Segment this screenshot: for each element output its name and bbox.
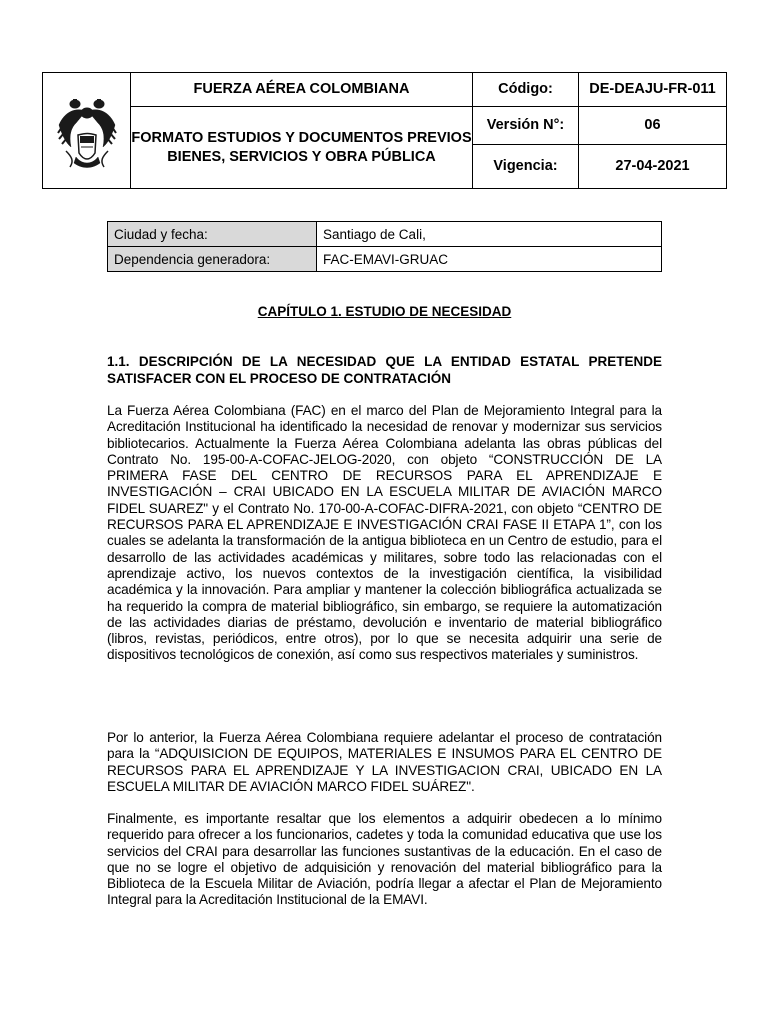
document-header xyxy=(42,72,727,189)
city-label: Ciudad y fecha: xyxy=(108,222,317,247)
dependency-value: FAC-EMAVI-GRUAC xyxy=(317,247,662,272)
city-value: Santiago de Cali, xyxy=(317,222,662,247)
code-value: DE-DEAJU-FR-011 xyxy=(579,73,727,107)
version-label: Versión N°: xyxy=(473,107,579,145)
info-table xyxy=(107,221,662,272)
section-title: 1.1. DESCRIPCIÓN DE LA NECESIDAD QUE LA ENTIDAD ESTATAL PRETENDE SATISFACER CON EL PROCESO DE CONTRATACIÓN xyxy=(107,354,662,386)
coat-of-arms-eagle-icon xyxy=(56,91,118,171)
validity-label: Vigencia: xyxy=(473,145,579,189)
dependency-label: Dependencia generadora: xyxy=(108,247,317,272)
paragraph: Por lo anterior, la Fuerza Aérea Colombiana requiere adelantar el proceso de contratación para la “ADQUISICION DE EQUIPOS, MATERIALES E INSUMOS PARA EL CENTRO DE RECURSOS PARA EL APRENDIZAJE Y LA INVESTIGACION CRAI, UBICADO EN LA ESCUELA MILITAR DE AVIACIÓN MARCO FIDEL SUÁREZ". xyxy=(107,730,662,794)
form-title: FORMATO ESTUDIOS Y DOCUMENTOS PREVIOS BIENES, SERVICIOS Y OBRA PÚBLICA xyxy=(131,107,473,189)
chapter-title: CAPÍTULO 1. ESTUDIO DE NECESIDAD xyxy=(257,304,512,319)
paragraph: Finalmente, es importante resaltar que los elementos a adquirir obedecen a lo mínimo requerido para ofrecer a los funcionarios, cadetes y toda la comunidad educativa que use los servicios del CRAI para desarrollar las funciones sustantivas de la educación. En el caso de que no se logre el objetivo de adquisición y renovación del material bibliográfico para la Biblioteca de la Escuela Militar de Aviación, podría llegar a afectar el Plan de Mejoramiento Integral para la Acreditación Institucional de la EMAVI. xyxy=(107,811,662,908)
organization-name: FUERZA AÉREA COLOMBIANA xyxy=(131,73,473,107)
code-label: Código: xyxy=(473,73,579,107)
version-value: 06 xyxy=(579,107,727,145)
logo-cell xyxy=(43,73,131,189)
validity-value: 27-04-2021 xyxy=(579,145,727,189)
paragraph: La Fuerza Aérea Colombiana (FAC) en el marco del Plan de Mejoramiento Integral para la Acreditación Institucional ha identificado la necesidad de renovar y modernizar sus servicios bibliotecarios. Actualmente la Fuerza Aérea Colombiana adelanta las obras públicas del Contrato No. 195-00-A-COFAC-JELOG-2020, con objeto “CONSTRUCCIÓN DE LA PRIMERA FASE DEL CENTRO DE RECURSOS PARA EL APRENDIZAJE E INVESTIGACIÓN – CRAI UBICADO EN LA ESCUELA MILITAR DE AVIACIÓN MARCO FIDEL SUAREZ" y el Contrato No. 170-00-A-COFAC-DIFRA-2021, con objeto “CENTRO DE RECURSOS PARA EL APRENDIZAJE E INVESTIGACIÓN CRAI FASE II ETAPA 1”, con los cuales se adelanta la transformación de la antigua biblioteca en un Centro de estudio, para el desarrollo de las actividades académicas y militares, sobre todo las relacionadas con el aprendizaje activo, los nuevos contextos de la investigación científica, la visibilidad académica y la innovación. Para ampliar y mantener la colección bibliográfica actualizada se ha requerido la compra de material bibliográfico, sin embargo, se requiere la automatización de las actividades diarias de préstamo, devolución e inventario de material bibliográfico (libros, revistas, periódicos, entre otros), por lo que se necesita adquirir una serie de dispositivos tecnológicos de conexión, así como sus respectivos materiales y suministros. xyxy=(107,403,662,663)
